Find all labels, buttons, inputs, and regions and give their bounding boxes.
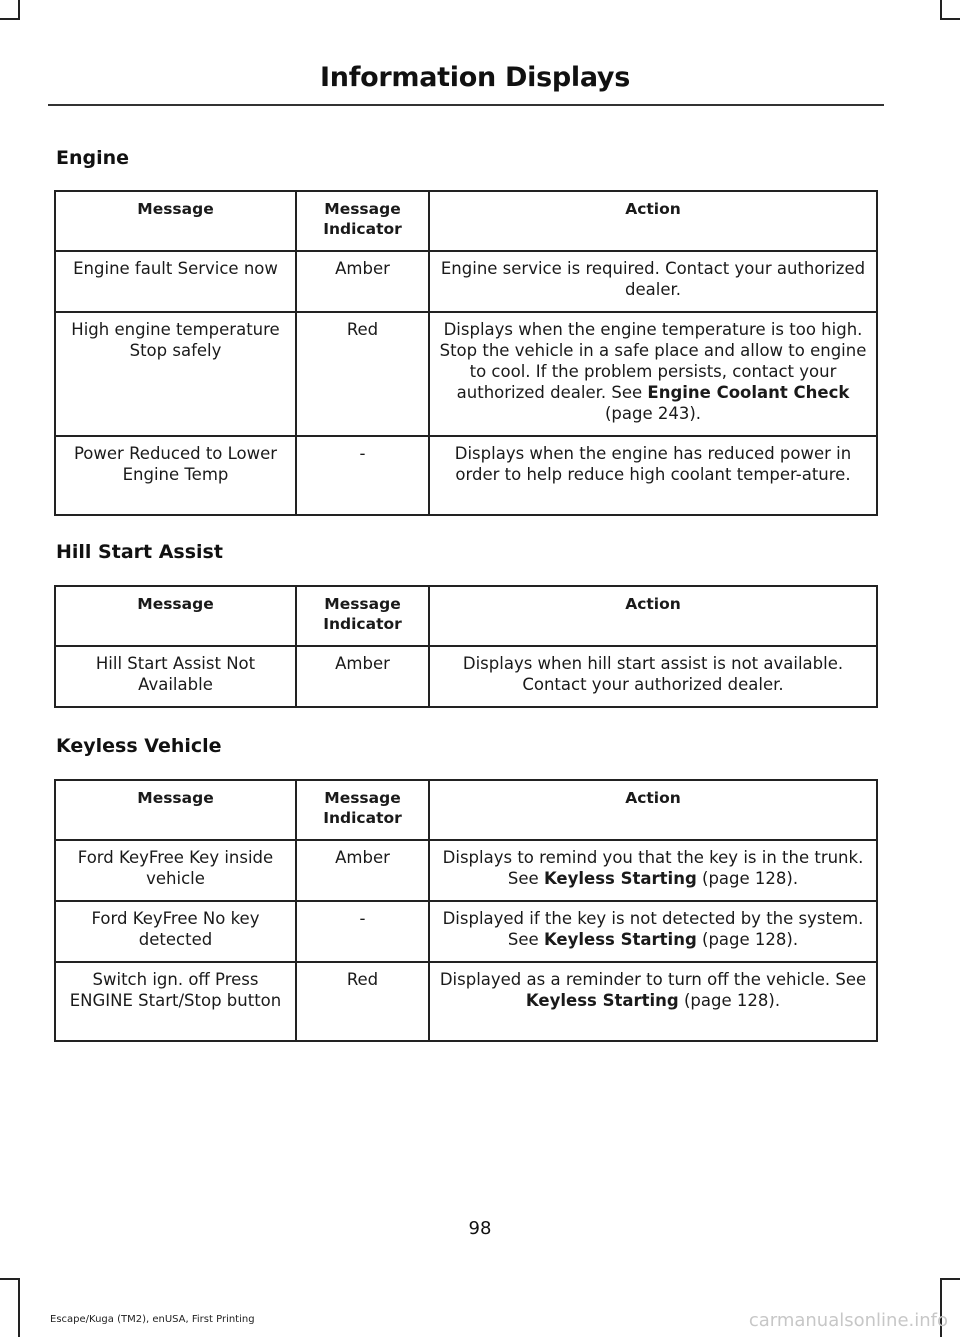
see-prefix: See [507, 869, 539, 888]
indicator-cell: Amber [296, 251, 429, 312]
engine-table [54, 190, 878, 516]
column-header-action: Action [429, 191, 877, 251]
crop-mark-bottom-right-h [940, 1278, 960, 1280]
message-cell: Power Reduced to Lower Engine Temp [55, 436, 296, 515]
indicator-cell: - [296, 901, 429, 962]
see-page: (page 128). [684, 991, 781, 1010]
see-reference-link[interactable]: Engine Coolant Check [647, 383, 850, 402]
see-page: (page 243). [604, 404, 702, 423]
action-cell: Displays when hill start assist is not available. Contact your authorized dealer. [429, 646, 877, 707]
see-reference-link[interactable]: Keyless Starting [543, 930, 697, 949]
column-header-action: Action [429, 780, 877, 840]
action-cell [429, 312, 877, 436]
table-row [55, 312, 877, 436]
indicator-cell: Amber [296, 646, 429, 707]
column-header-message: Message [55, 586, 296, 646]
message-cell: High engine temperature Stop safely [55, 312, 296, 436]
column-header-indicator: Message Indicator [296, 586, 429, 646]
indicator-cell: Amber [296, 840, 429, 901]
header-divider [48, 104, 884, 106]
column-header-message: Message [55, 780, 296, 840]
column-header-indicator: Message Indicator [296, 191, 429, 251]
page-number: 98 [468, 1218, 492, 1239]
indicator-cell: Red [296, 962, 429, 1041]
section-title-engine: Engine [56, 147, 130, 169]
see-prefix: See [507, 930, 539, 949]
action-text: Displayed as a reminder to turn off the vehicle. [439, 970, 831, 989]
message-cell: Ford KeyFree No key detected [55, 901, 296, 962]
see-page: (page 128). [702, 930, 799, 949]
action-cell [429, 840, 877, 901]
column-header-indicator: Message Indicator [296, 780, 429, 840]
table-header-row [55, 780, 877, 840]
crop-mark-top-right-h [940, 18, 960, 20]
indicator-cell: Red [296, 312, 429, 436]
action-cell [429, 962, 877, 1041]
table-header-row [55, 191, 877, 251]
column-header-message: Message [55, 191, 296, 251]
crop-mark-top-right [940, 0, 942, 20]
column-header-action: Action [429, 586, 877, 646]
table-row [55, 840, 877, 901]
keyless-vehicle-table [54, 779, 878, 1042]
see-page: (page 128). [702, 869, 799, 888]
watermark: carmanualsonline.info [748, 1310, 948, 1331]
message-cell: Hill Start Assist Not Available [55, 646, 296, 707]
message-cell: Switch ign. off Press ENGINE Start/Stop button [55, 962, 296, 1041]
section-title-keyless-vehicle: Keyless Vehicle [56, 735, 222, 757]
page-header-title: Information Displays [320, 62, 630, 93]
see-reference-link[interactable]: Keyless Starting [543, 869, 697, 888]
see-prefix: See [835, 970, 867, 989]
crop-mark-top-left-h [0, 18, 20, 20]
table-row [55, 962, 877, 1041]
section-title-hill-start-assist: Hill Start Assist [56, 541, 223, 563]
table-row [55, 901, 877, 962]
crop-mark-bottom-left-h [0, 1278, 20, 1280]
see-reference-link[interactable]: Keyless Starting [525, 991, 679, 1010]
message-cell: Ford KeyFree Key inside vehicle [55, 840, 296, 901]
indicator-cell: - [296, 436, 429, 515]
table-row [55, 646, 877, 707]
message-cell: Engine fault Service now [55, 251, 296, 312]
action-cell [429, 901, 877, 962]
action-cell: Engine service is required. Contact your authorized dealer. [429, 251, 877, 312]
action-text: Displays to remind you that the key is in the trunk. [442, 848, 864, 867]
see-prefix: See [611, 383, 643, 402]
table-row [55, 251, 877, 312]
table-header-row [55, 586, 877, 646]
action-text: Displayed if the key is not detected by the system. [442, 909, 864, 928]
crop-mark-top-left [18, 0, 20, 20]
action-text: Displays when the engine temperature is too high. Stop the vehicle in a safe place and allow to engine to cool. If the problem persists, contact your authorized dealer. [439, 320, 867, 402]
crop-mark-bottom-left [18, 1279, 20, 1337]
footer-edition-text: Escape/Kuga (TM2), enUSA, First Printing [50, 1314, 255, 1325]
action-cell: Displays when the engine has reduced power in order to help reduce high coolant temper-ature. [429, 436, 877, 515]
table-row [55, 436, 877, 515]
hill-start-assist-table [54, 585, 878, 708]
